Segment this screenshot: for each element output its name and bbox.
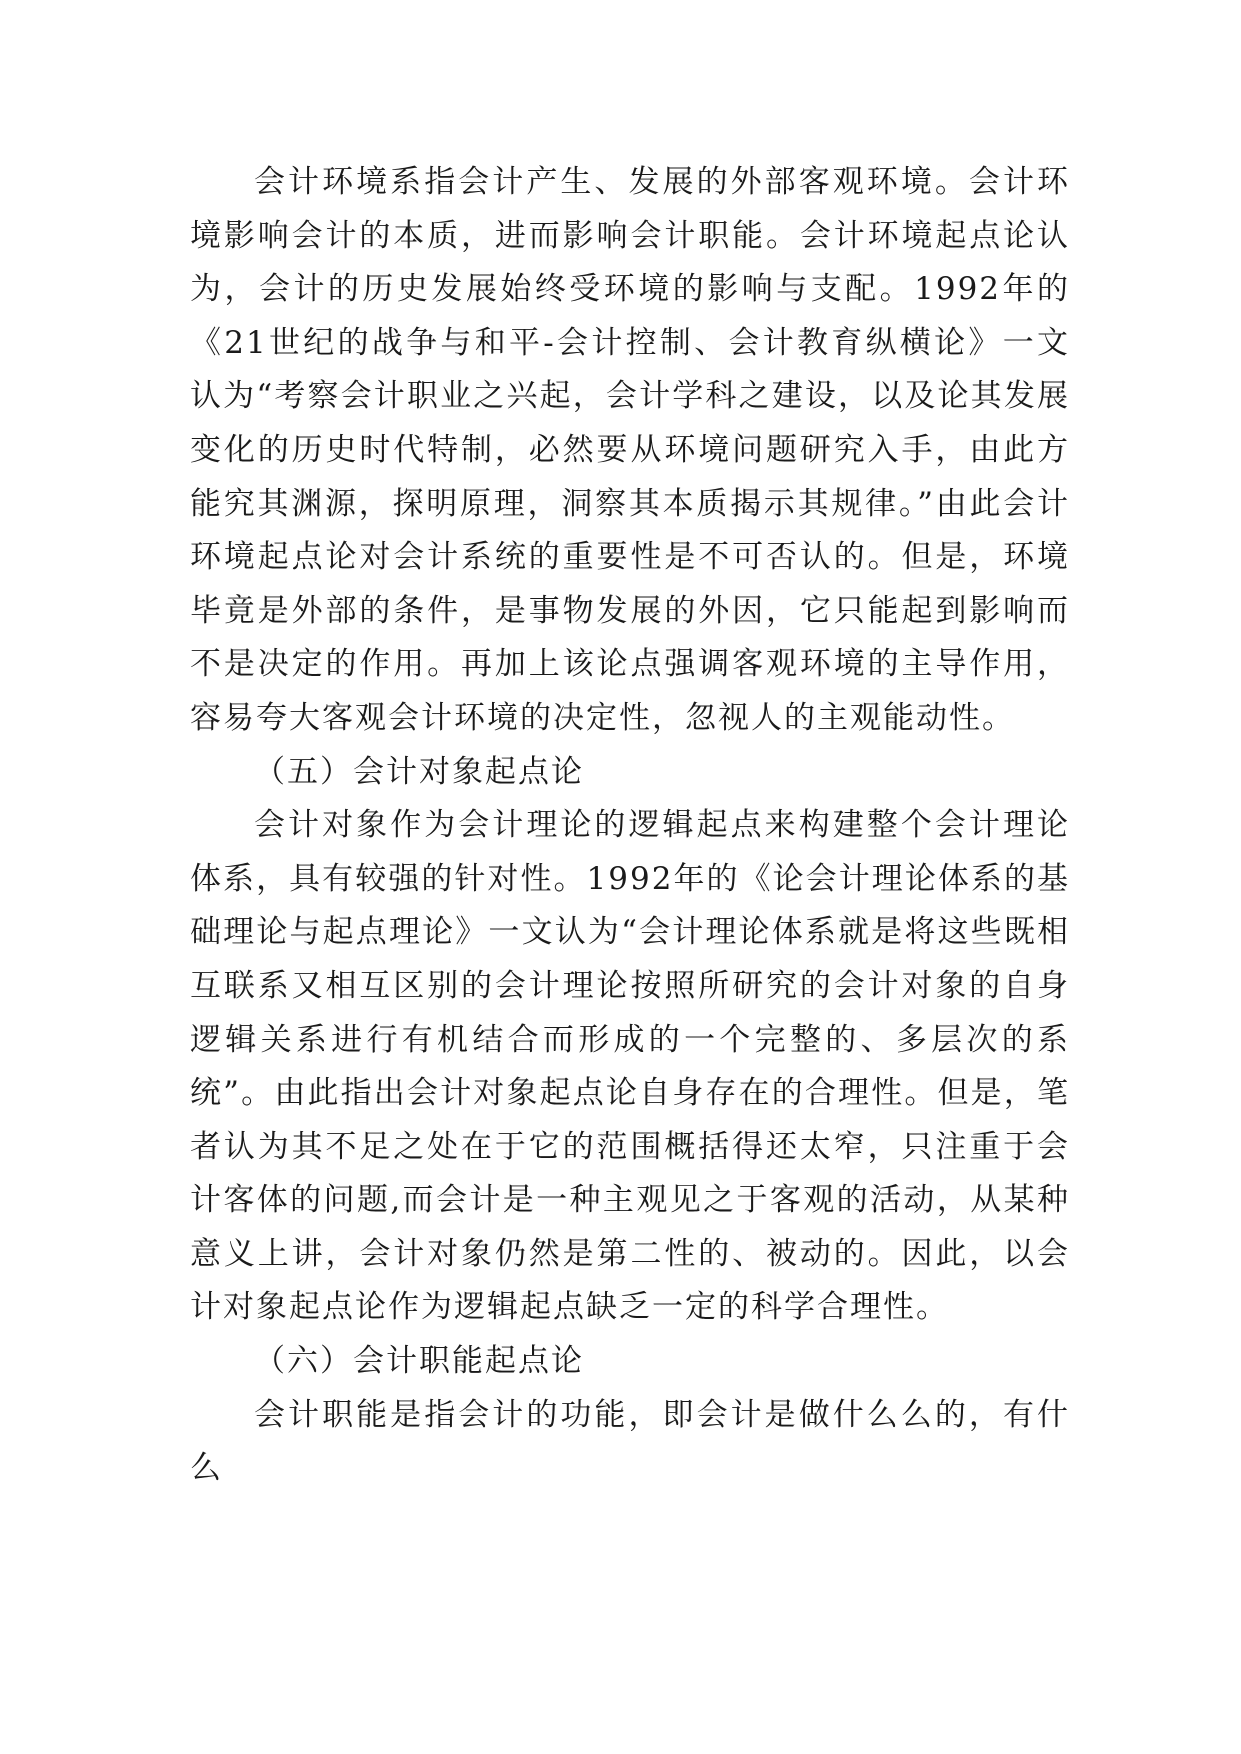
section-heading-accounting-object: （五）会计对象起点论 — [254, 753, 584, 790]
section-heading-accounting-function: （六）会计职能起点论 — [254, 1343, 584, 1380]
paragraph-accounting-object: 会计对象作为会计理论的逻辑起点来构建整个会计理论体系，具有较强的针对性。1992年的《论会计理论体系的基础理论与起点理论》一文认为“会计理论体系就是将这些既相互联系又相互区别的会计理论按照所研究的会计对象的自身逻辑关系进行有机结合而形成的一个完整的、多层次的系统”。由此指出会计对象起点论自身存在的合理性。但是，笔者认为其不足之处在于它的范围概括得还太窄，只注重于会计客体的问题,而会计是一种主观见之于客观的活动，从某种意义上讲，会计对象仍然是第二性的、被动的。因此，以会计对象起点论作为逻辑起点缺乏一定的科学合理性。 — [190, 807, 1070, 1326]
paragraph-accounting-function: 会计职能是指会计的功能，即会计是做什么么的，有什么 — [190, 1396, 1070, 1487]
paragraph-accounting-environment: 会计环境系指会计产生、发展的外部客观环境。会计环境影响会计的本质，进而影响会计职能。会计环境起点论认为，会计的历史发展始终受环境的影响与支配。1992年的《21世纪的战争与和平-会计控制、会计教育纵横论》一文认为“考察会计职业之兴起，会计学科之建设，以及论其发展变化的历史时代特制，必然要从环境问题研究入手，由此方能究其渊源，探明原理，洞察其本质揭示其规律。”由此会计环境起点论对会计系统的重要性是不可否认的。但是，环境毕竟是外部的条件，是事物发展的外因，它只能起到影响而不是决定的作用。再加上该论点强调客观环境的主导作用，容易夸大客观会计环境的决定性，忽视人的主观能动性。 — [190, 164, 1070, 736]
document-body — [190, 156, 1070, 1496]
